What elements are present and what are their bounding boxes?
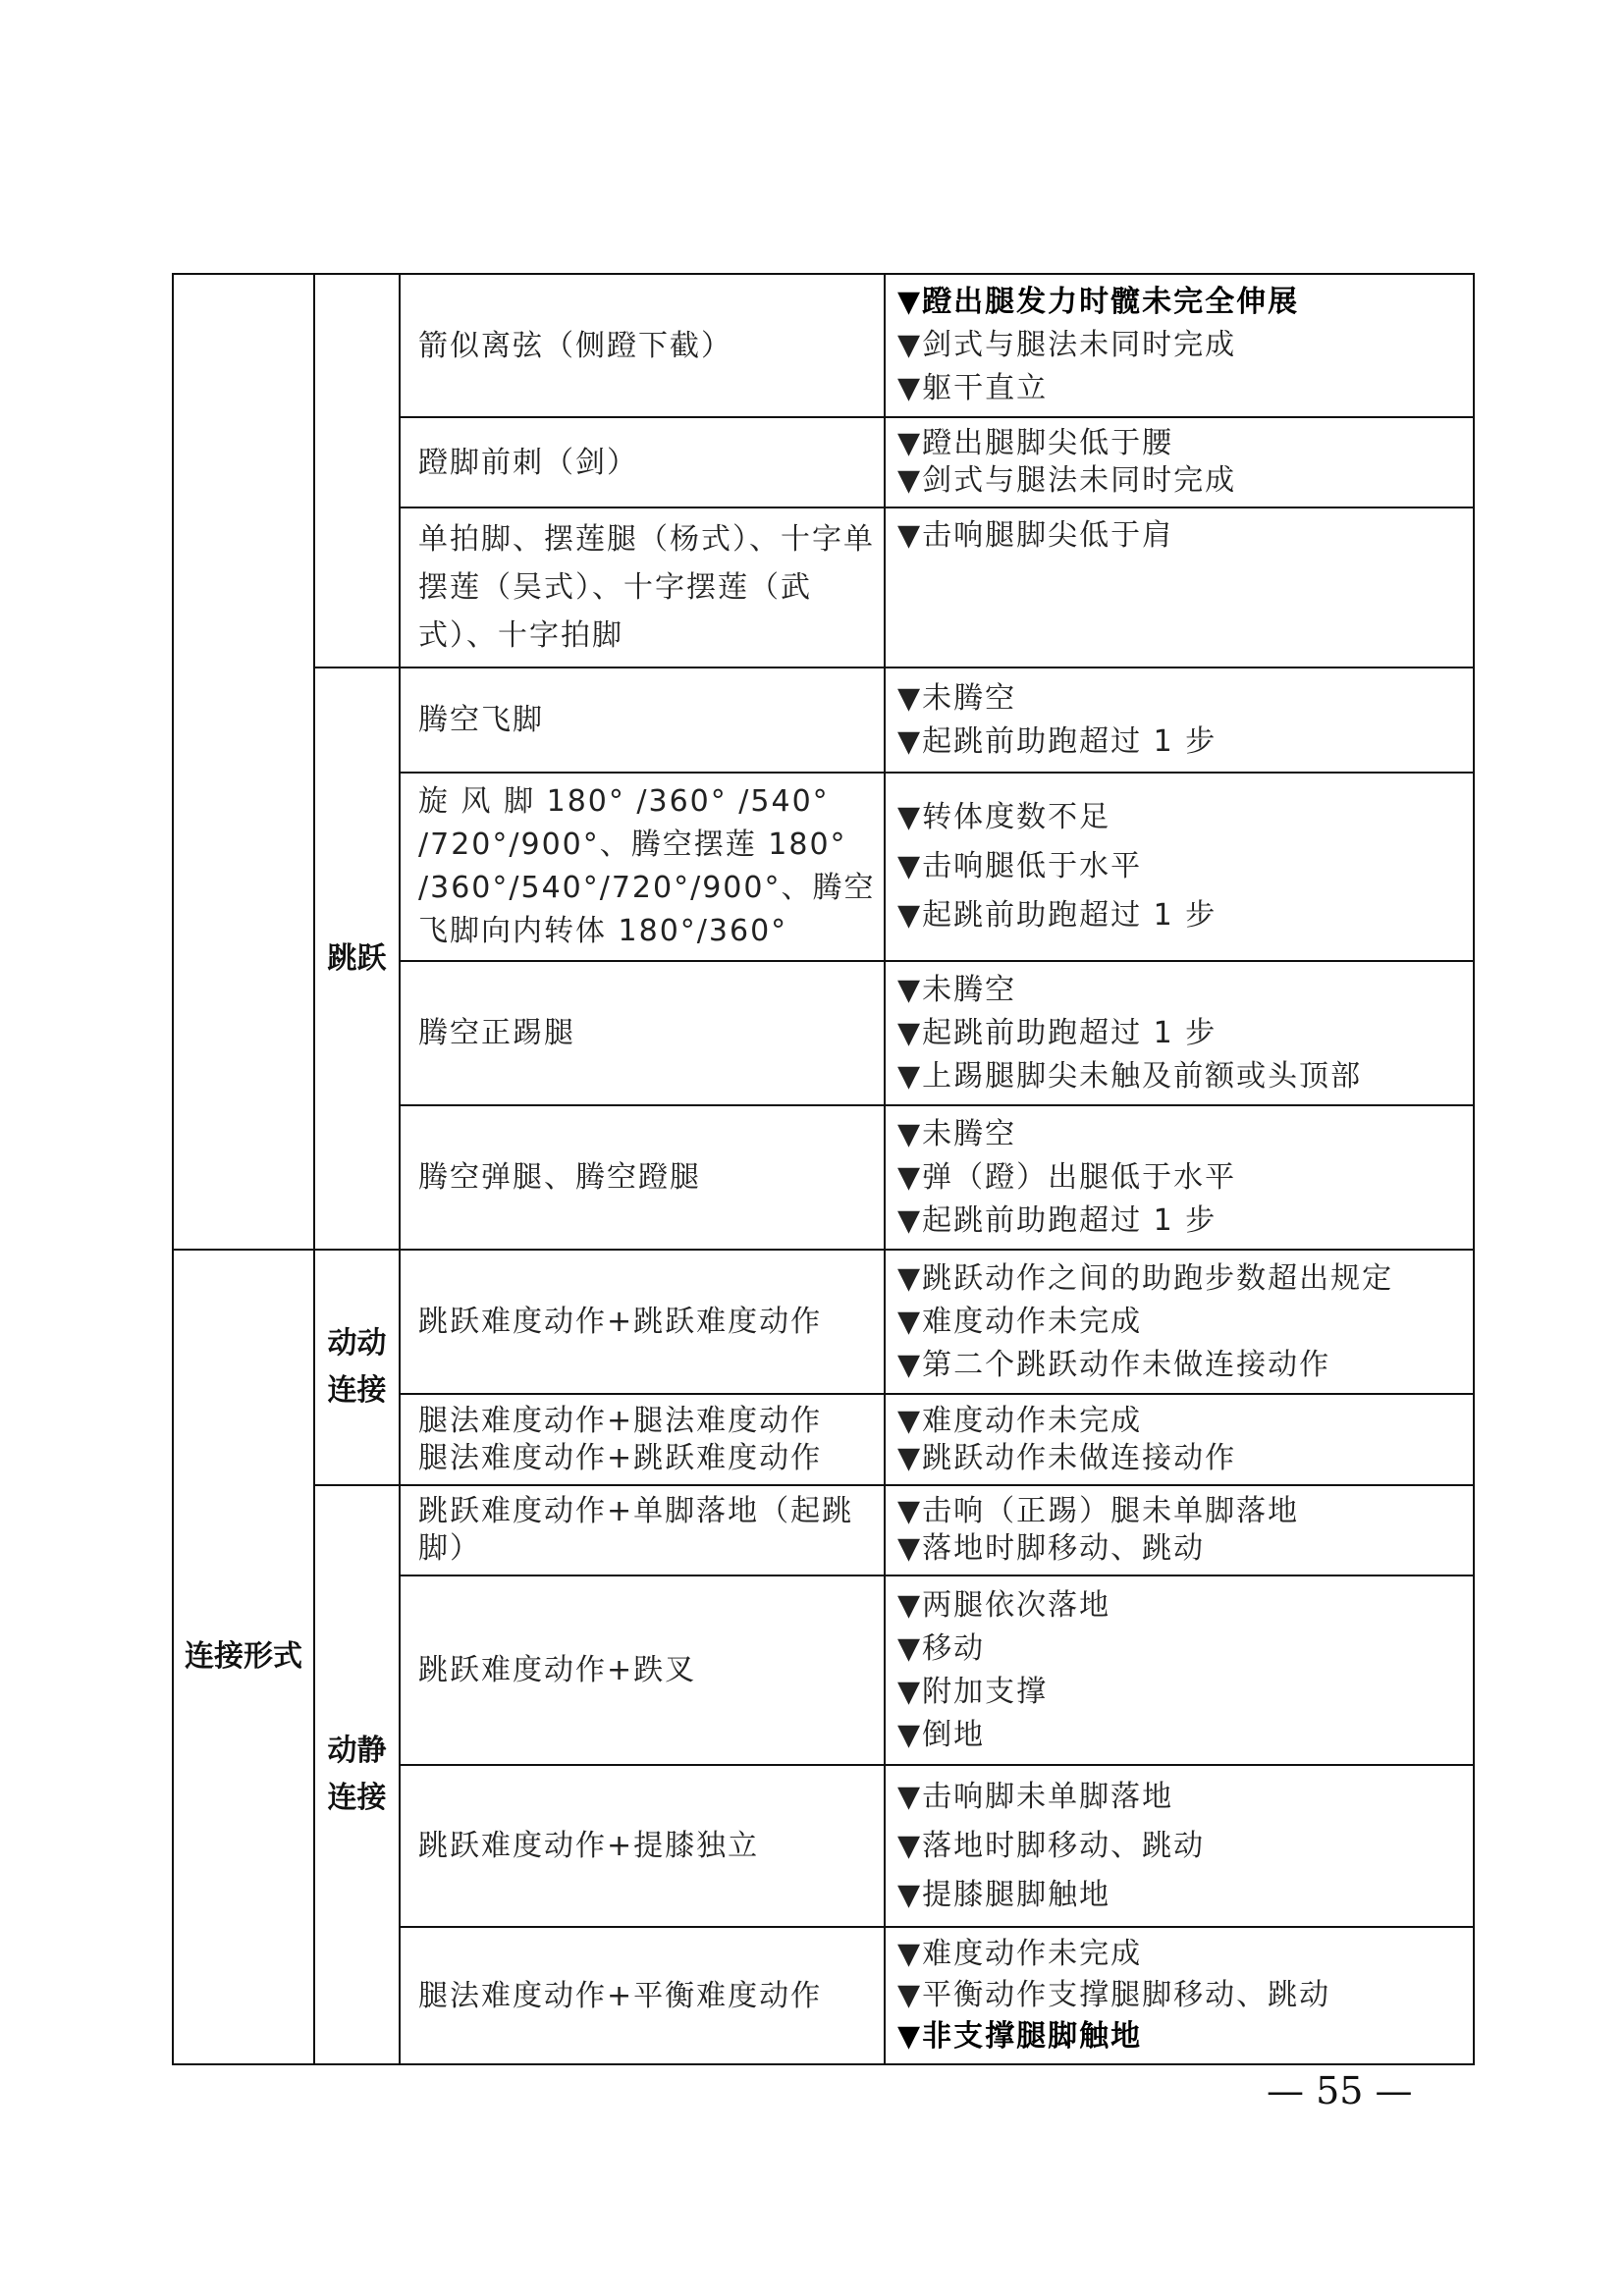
criterion: ▼起跳前助跑超过 1 步 <box>897 1015 1218 1050</box>
action-cell: 跳跃难度动作+单脚落地（起跳脚） <box>400 1485 885 1575</box>
criterion: ▼起跳前助跑超过 1 步 <box>897 723 1218 759</box>
criterion: ▼提膝腿脚触地 <box>897 1877 1111 1912</box>
criterion: ▼难度动作未完成 <box>897 1304 1143 1339</box>
criteria-cell <box>885 1927 1474 2064</box>
criterion: ▼附加支撑 <box>897 1674 1049 1709</box>
triangle-marker-icon: ▼ <box>897 1403 923 1438</box>
triangle-marker-icon: ▼ <box>897 371 923 405</box>
criteria-cell <box>885 773 1474 961</box>
triangle-marker-icon: ▼ <box>897 1531 923 1566</box>
criterion: ▼难度动作未完成 <box>897 1403 1143 1438</box>
criterion: ▼蹬出腿脚尖低于腰 <box>897 426 1174 460</box>
criterion: ▼未腾空 <box>897 680 1017 716</box>
triangle-marker-icon: ▼ <box>897 328 923 362</box>
page-number: — 55 — <box>1267 2069 1413 2112</box>
criterion: ▼上踢腿脚尖未触及前额或头顶部 <box>897 1058 1363 1094</box>
criterion: ▼落地时脚移动、跳动 <box>897 1828 1206 1863</box>
triangle-marker-icon: ▼ <box>897 1015 923 1050</box>
action-cell: 跳跃难度动作+跌叉 <box>400 1575 885 1765</box>
category-cell <box>173 274 314 1250</box>
table-row <box>173 1485 1474 1575</box>
action-cell: 腾空飞脚 <box>400 667 885 773</box>
triangle-marker-icon: ▼ <box>897 1304 923 1339</box>
criteria-cell <box>885 1394 1474 1485</box>
subcategory-cell <box>314 274 400 667</box>
criteria-cell <box>885 667 1474 773</box>
triangle-marker-icon: ▼ <box>897 1058 923 1094</box>
action-cell: 跳跃难度动作+提膝独立 <box>400 1765 885 1927</box>
criterion: ▼躯干直立 <box>897 371 1049 405</box>
criteria-cell <box>885 507 1474 667</box>
triangle-marker-icon: ▼ <box>897 1978 923 2012</box>
action-cell: 蹬脚前刺（剑） <box>400 417 885 507</box>
criterion: ▼击响腿脚尖低于肩 <box>897 518 1174 553</box>
triangle-marker-icon: ▼ <box>897 1116 923 1151</box>
criterion: ▼跳跃动作之间的助跑步数超出规定 <box>897 1260 1394 1296</box>
criterion: ▼落地时脚移动、跳动 <box>897 1531 1206 1566</box>
criterion: ▼难度动作未完成 <box>897 1937 1143 1971</box>
triangle-marker-icon: ▼ <box>897 1202 923 1238</box>
action-cell: 旋 风 脚 180° /360° /540° /720°/900°、腾空摆莲 180° /360°/540°/720°/900°、腾空飞脚向内转体 180°/360° <box>400 773 885 961</box>
action-cell: 箭似离弦（侧蹬下截） <box>400 274 885 417</box>
criterion: ▼转体度数不足 <box>897 800 1111 834</box>
criteria-cell <box>885 1765 1474 1927</box>
action-cell: 腿法难度动作+平衡难度动作 <box>400 1927 885 2064</box>
triangle-marker-icon: ▼ <box>897 972 923 1007</box>
criteria-cell <box>885 961 1474 1105</box>
criterion: ▼未腾空 <box>897 972 1017 1007</box>
criterion: ▼未腾空 <box>897 1116 1017 1151</box>
criterion: ▼倒地 <box>897 1717 986 1752</box>
triangle-marker-icon: ▼ <box>897 1347 923 1382</box>
criterion: ▼击响腿低于水平 <box>897 849 1143 883</box>
criteria-cell <box>885 417 1474 507</box>
category-cell-connection: 连接形式 <box>173 1250 314 2064</box>
criterion: ▼剑式与腿法未同时完成 <box>897 328 1237 362</box>
triangle-marker-icon: ▼ <box>897 849 923 883</box>
triangle-marker-icon: ▼ <box>897 723 923 759</box>
triangle-marker-icon: ▼ <box>897 1494 923 1528</box>
triangle-marker-icon: ▼ <box>897 1260 923 1296</box>
triangle-marker-icon: ▼ <box>897 1877 923 1912</box>
triangle-marker-icon: ▼ <box>897 1937 923 1971</box>
criterion: ▼两腿依次落地 <box>897 1587 1111 1623</box>
criterion: ▼击响脚未单脚落地 <box>897 1779 1174 1814</box>
triangle-marker-icon: ▼ <box>897 2019 923 2054</box>
criterion: ▼蹬出腿发力时髋未完全伸展 <box>897 285 1300 319</box>
subcategory-cell: 跳跃 <box>314 667 400 1250</box>
triangle-marker-icon: ▼ <box>897 680 923 716</box>
triangle-marker-icon: ▼ <box>897 1828 923 1863</box>
triangle-marker-icon: ▼ <box>897 463 923 498</box>
triangle-marker-icon: ▼ <box>897 285 923 319</box>
subcategory-cell: 动静连接 <box>314 1485 400 2064</box>
action-cell: 跳跃难度动作+跳跃难度动作 <box>400 1250 885 1394</box>
triangle-marker-icon: ▼ <box>897 518 923 553</box>
criterion: ▼非支撑腿脚触地 <box>897 2019 1143 2054</box>
criteria-cell <box>885 1575 1474 1765</box>
triangle-marker-icon: ▼ <box>897 1440 923 1475</box>
criterion: ▼击响（正踢）腿未单脚落地 <box>897 1494 1300 1528</box>
triangle-marker-icon: ▼ <box>897 426 923 460</box>
criterion: ▼移动 <box>897 1630 986 1666</box>
criteria-cell <box>885 274 1474 417</box>
criterion: ▼弹（蹬）出腿低于水平 <box>897 1159 1237 1195</box>
deduction-table <box>172 273 1475 2065</box>
table-row <box>173 274 1474 417</box>
table-row <box>173 667 1474 773</box>
criterion: ▼第二个跳跃动作未做连接动作 <box>897 1347 1331 1382</box>
triangle-marker-icon: ▼ <box>897 1159 923 1195</box>
table-row <box>173 1250 1474 1394</box>
action-cell: 腾空正踢腿 <box>400 961 885 1105</box>
triangle-marker-icon: ▼ <box>897 1674 923 1709</box>
criterion: ▼起跳前助跑超过 1 步 <box>897 898 1218 933</box>
triangle-marker-icon: ▼ <box>897 1779 923 1814</box>
action-cell: 腿法难度动作+腿法难度动作 腿法难度动作+跳跃难度动作 <box>400 1394 885 1485</box>
triangle-marker-icon: ▼ <box>897 898 923 933</box>
criterion: ▼剑式与腿法未同时完成 <box>897 463 1237 498</box>
criteria-cell <box>885 1105 1474 1250</box>
criterion: ▼平衡动作支撑腿脚移动、跳动 <box>897 1978 1331 2012</box>
action-cell: 腾空弹腿、腾空蹬腿 <box>400 1105 885 1250</box>
action-cell: 单拍脚、摆莲腿（杨式）、十字单摆莲（吴式）、十字摆莲（武式）、十字拍脚 <box>400 507 885 667</box>
criteria-cell <box>885 1250 1474 1394</box>
criterion: ▼跳跃动作未做连接动作 <box>897 1440 1237 1475</box>
triangle-marker-icon: ▼ <box>897 1587 923 1623</box>
triangle-marker-icon: ▼ <box>897 800 923 834</box>
triangle-marker-icon: ▼ <box>897 1717 923 1752</box>
criterion: ▼起跳前助跑超过 1 步 <box>897 1202 1218 1238</box>
criteria-cell <box>885 1485 1474 1575</box>
subcategory-cell: 动动连接 <box>314 1250 400 1485</box>
triangle-marker-icon: ▼ <box>897 1630 923 1666</box>
